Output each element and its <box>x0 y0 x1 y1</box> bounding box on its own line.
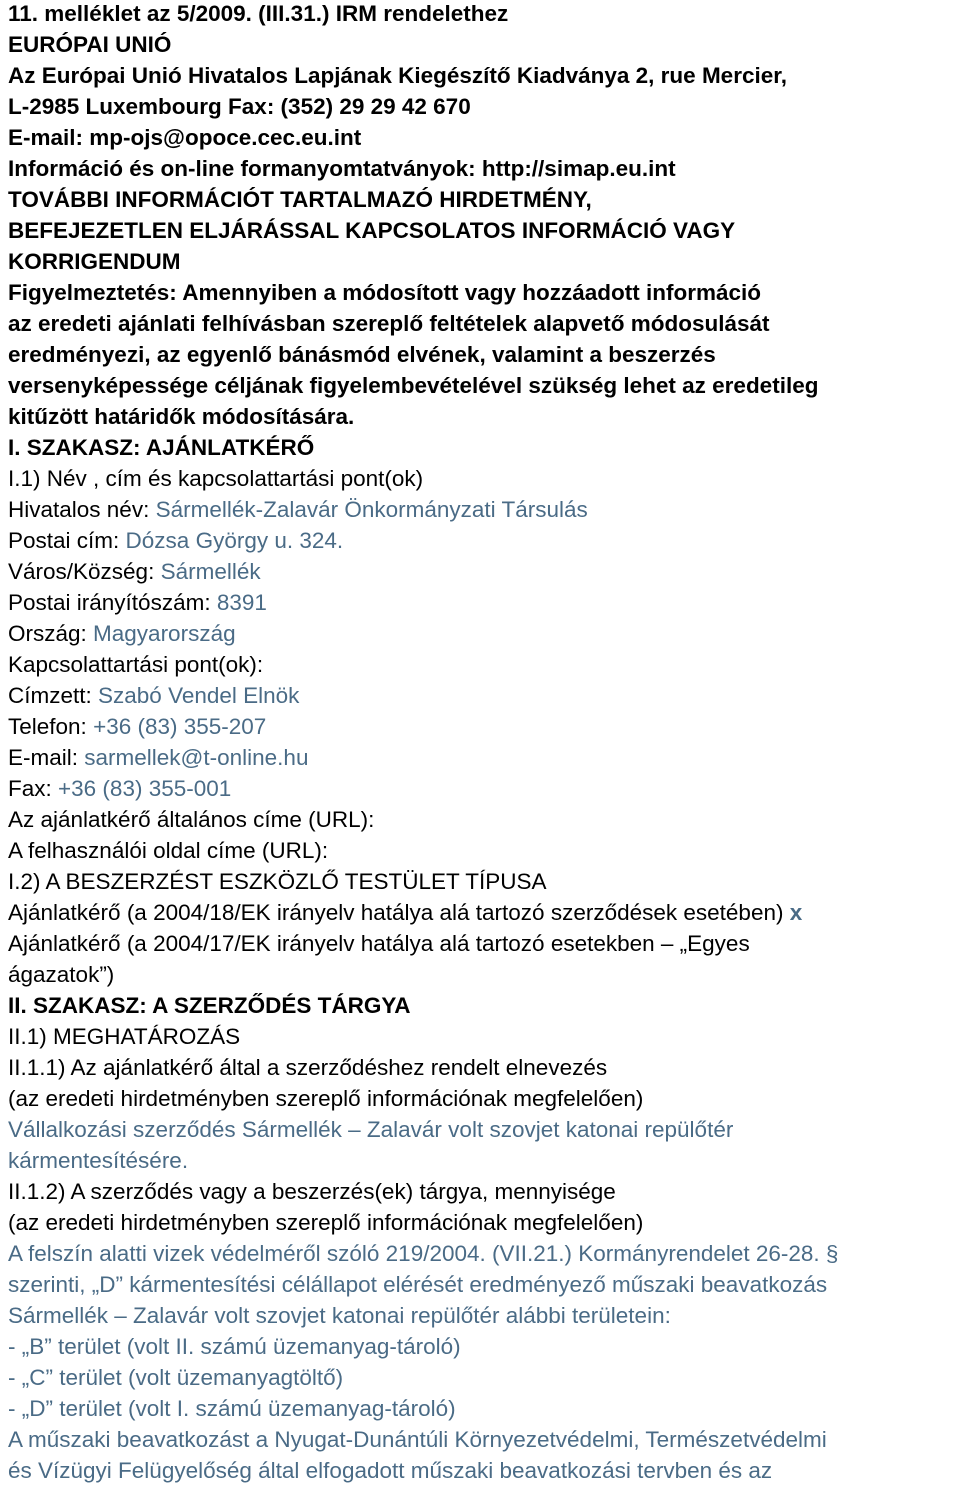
authority-type-option-1 <box>8 897 956 928</box>
phone-label: Telefon: <box>8 714 94 739</box>
publisher-email: E-mail: mp-ojs@opoce.cec.eu.int <box>8 125 362 150</box>
postcode-value: 8391 <box>216 590 267 615</box>
section-1-1-subtitle: I.1) Név , cím és kapcsolattartási pont(ok) <box>8 466 424 491</box>
warning-line-5: kitűzött határidők módosítására. <box>8 404 355 429</box>
fax-label: Fax: <box>8 776 59 801</box>
authority-type-option-2-line-1: Ajánlatkérő (a 2004/17/EK irányelv hatálya alá tartozó esetekben – „Egyes <box>8 931 750 956</box>
email-row <box>8 742 956 773</box>
phone-row <box>8 711 956 742</box>
city-label: Város/Község: <box>8 559 161 584</box>
postcode-label: Postai irányítószám: <box>8 590 217 615</box>
postcode-row <box>8 587 956 618</box>
fax-value: +36 (83) 355-001 <box>58 776 232 801</box>
email-value: sarmellek@t-online.hu <box>84 745 309 770</box>
contract-object-line-3: Sármellék – Zalavár volt szovjet katonai repülőtér alábbi területein: <box>8 1303 671 1328</box>
contract-object-line-2: szerinti, „D” kármentesítési célállapot elérését eredményező műszaki beavatkozás <box>8 1272 828 1297</box>
contract-name-value-line-2: kármentesítésére. <box>8 1148 189 1173</box>
addressee-label: Címzett: <box>8 683 99 708</box>
postal-address-value: Dózsa György u. 324. <box>125 528 344 553</box>
contract-object-line-5: - „C” terület (volt üzemanyagtöltő) <box>8 1365 344 1390</box>
contract-object-line-7: A műszaki beavatkozást a Nyugat-Dunántúli Környezetvédelmi, Természetvédelmi <box>8 1427 827 1452</box>
online-forms-info: Információ és on-line formanyomtatványok: http://simap.eu.int <box>8 156 676 181</box>
warning-line-2: az eredeti ajánlati felhívásban szereplő feltételek alapvető módosulását <box>8 311 770 336</box>
contract-name-title: II.1.1) Az ajánlatkérő által a szerződéshez rendelt elnevezés <box>8 1055 608 1080</box>
contract-name-note: (az eredeti hirdetményben szereplő információnak megfelelően) <box>8 1086 644 1111</box>
contract-object-line-4: - „B” terület (volt II. számú üzemanyag-tároló) <box>8 1334 461 1359</box>
section-1-title: I. SZAKASZ: AJÁNLATKÉRŐ <box>8 435 315 460</box>
warning-line-1: Figyelmeztetés: Amennyiben a módosított vagy hozzáadott információ <box>8 280 762 305</box>
general-url-label: Az ajánlatkérő általános címe (URL): <box>8 807 375 832</box>
postal-address-row <box>8 525 956 556</box>
city-value: Sármellék <box>160 559 261 584</box>
contact-points-label: Kapcsolattartási pont(ok): <box>8 652 264 677</box>
authority-type-option-1-label: Ajánlatkérő (a 2004/18/EK irányelv hatálya alá tartozó szerződések esetében) <box>8 900 790 925</box>
notice-title-line-2: BEFEJEZETLEN ELJÁRÁSSAL KAPCSOLATOS INFORMÁCIÓ VAGY <box>8 218 736 243</box>
warning-line-3: eredményezi, az egyenlő bánásmód elvének, valamint a beszerzés <box>8 342 716 367</box>
notice-title-line-3: KORRIGENDUM <box>8 249 181 274</box>
contract-object-line-8: és Vízügyi Felügyelőség által elfogadott műszaki beavatkozási tervben és az <box>8 1458 773 1483</box>
publisher-address-line-2: L-2985 Luxembourg Fax: (352) 29 29 42 670 <box>8 94 471 119</box>
authority-type-option-2-line-2: ágazatok”) <box>8 962 115 987</box>
country-value: Magyarország <box>93 621 236 646</box>
notice-title-line-1: TOVÁBBI INFORMÁCIÓT TARTALMAZÓ HIRDETMÉNY, <box>8 187 592 212</box>
eu-heading: EURÓPAI UNIÓ <box>8 32 172 57</box>
contract-object-line-1: A felszín alatti vizek védelméről szóló 219/2004. (VII.21.) Kormányrendelet 26-28. § <box>8 1241 839 1266</box>
postal-address-label: Postai cím: <box>8 528 126 553</box>
publisher-address-line-1: Az Európai Unió Hivatalos Lapjának Kiegészítő Kiadványa 2, rue Mercier, <box>8 63 787 88</box>
official-name-value: Sármellék-Zalavár Önkormányzati Társulás <box>155 497 588 522</box>
contract-object-line-6: - „D” terület (volt I. számú üzemanyag-tároló) <box>8 1396 456 1421</box>
addressee-value: Szabó Vendel Elnök <box>98 683 300 708</box>
email-label: E-mail: <box>8 745 85 770</box>
official-name-row <box>8 494 956 525</box>
document-page <box>8 0 956 1486</box>
section-2-title: II. SZAKASZ: A SZERZŐDÉS TÁRGYA <box>8 993 411 1018</box>
official-name-label: Hivatalos név: <box>8 497 156 522</box>
definition-title: II.1) MEGHATÁROZÁS <box>8 1024 241 1049</box>
buyer-profile-url-label: A felhasználói oldal címe (URL): <box>8 838 329 863</box>
city-row <box>8 556 956 587</box>
country-row <box>8 618 956 649</box>
annex-reference: 11. melléklet az 5/2009. (III.31.) IRM rendelethez <box>8 1 509 26</box>
addressee-row <box>8 680 956 711</box>
fax-row <box>8 773 956 804</box>
phone-value: +36 (83) 355-207 <box>93 714 267 739</box>
authority-type-title: I.2) A BESZERZÉST ESZKÖZLŐ TESTÜLET TÍPUSA <box>8 869 547 894</box>
contract-object-note: (az eredeti hirdetményben szereplő információnak megfelelően) <box>8 1210 644 1235</box>
authority-type-option-1-mark: x <box>789 900 803 925</box>
warning-line-4: versenyképessége céljának figyelembevételével szükség lehet az eredetileg <box>8 373 819 398</box>
country-label: Ország: <box>8 621 94 646</box>
contract-name-value-line-1: Vállalkozási szerződés Sármellék – Zalavár volt szovjet katonai repülőtér <box>8 1117 734 1142</box>
contract-object-title: II.1.2) A szerződés vagy a beszerzés(ek) tárgya, mennyisége <box>8 1179 616 1204</box>
